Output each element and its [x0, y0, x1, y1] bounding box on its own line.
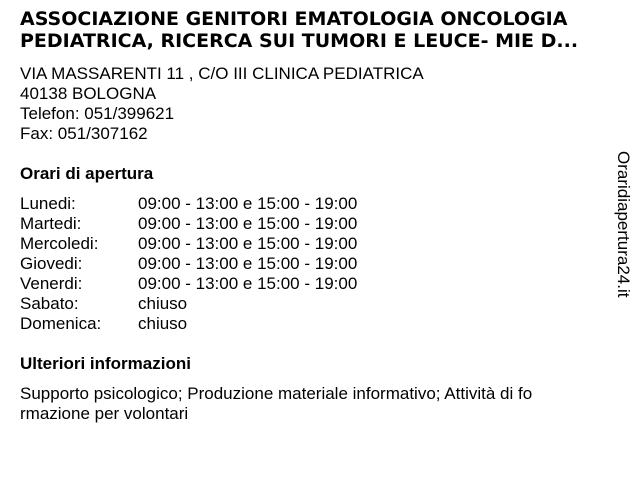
additional-info-heading: Ulteriori informazioni [20, 354, 191, 373]
day-label: Domenica: [20, 314, 102, 333]
phone-number: Telefon: 051/399621 [20, 104, 175, 123]
additional-info-line-2: rmazione per volontari [20, 404, 189, 423]
time-value: chiuso [138, 294, 188, 313]
time-value: 09:00 - 13:00 e 15:00 - 19:00 [138, 254, 358, 273]
day-label: Mercoledi: [20, 234, 99, 253]
day-label: Giovedi: [20, 254, 83, 273]
time-value: 09:00 - 13:00 e 15:00 - 19:00 [138, 274, 358, 293]
business-name-line-1: ASSOCIAZIONE GENITORI EMATOLOGIA ONCOLOGIA [20, 8, 568, 30]
day-label: Martedi: [20, 214, 82, 233]
day-label: Sabato: [20, 294, 79, 313]
city-postcode: 40138 BOLOGNA [20, 84, 157, 103]
day-label: Lunedi: [20, 194, 76, 213]
time-value: 09:00 - 13:00 e 15:00 - 19:00 [138, 234, 358, 253]
additional-info-text [20, 384, 620, 424]
additional-info-line-1: Supporto psicologico; Produzione materiale informativo; Attività di fo [20, 384, 533, 403]
time-value: 09:00 - 13:00 e 15:00 - 19:00 [138, 194, 358, 213]
contact-block [20, 64, 424, 144]
business-name-line-2: PEDIATRICA, RICERCA SUI TUMORI E LEUCE- MIE D... [20, 30, 579, 52]
site-watermark-text: Oraridiapertura24.it [614, 150, 633, 298]
business-name [20, 8, 620, 52]
day-label: Venerdi: [20, 274, 83, 293]
time-value: 09:00 - 13:00 e 15:00 - 19:00 [138, 214, 358, 233]
fax-number: Fax: 051/307162 [20, 124, 148, 143]
street-address: VIA MASSARENTI 11 , C/O III CLINICA PEDIATRICA [20, 64, 424, 83]
opening-hours-heading: Orari di apertura [20, 164, 154, 183]
time-value: chiuso [138, 314, 188, 333]
site-watermark [610, 134, 636, 314]
